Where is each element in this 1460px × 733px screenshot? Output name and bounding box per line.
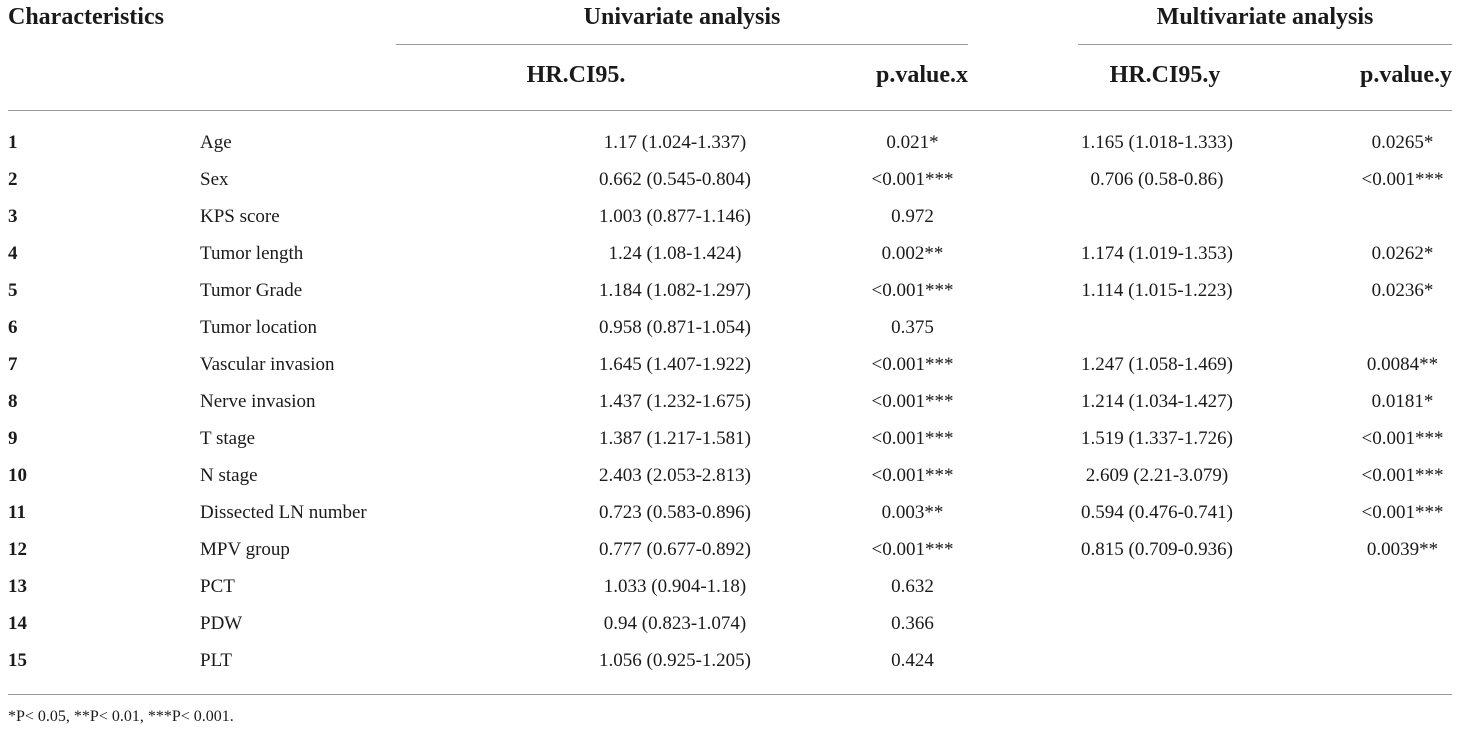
- table-row: [0, 309, 1460, 346]
- row-p-univariate: 0.002**: [881, 243, 944, 264]
- row-p-multivariate: 0.0181*: [1371, 391, 1434, 412]
- row-p-univariate: <0.001***: [871, 539, 954, 560]
- header-hr-multivariate: HR.CI95.y: [1109, 62, 1221, 88]
- row-variable: KPS score: [200, 206, 280, 227]
- table-row: [0, 383, 1460, 420]
- header-p-univariate: p.value.x: [875, 62, 968, 88]
- row-p-multivariate: 0.0084**: [1366, 354, 1439, 375]
- table-row: [0, 420, 1460, 457]
- row-number: 15: [8, 650, 27, 671]
- row-hr-multivariate: 1.519 (1.337-1.726): [1081, 428, 1233, 449]
- row-number: 8: [8, 391, 18, 412]
- row-hr-multivariate: 1.174 (1.019-1.353): [1081, 243, 1233, 264]
- table-row: [0, 531, 1460, 568]
- header-bottom-rule: [8, 110, 1452, 111]
- row-hr-multivariate: 0.706 (0.58-0.86): [1090, 169, 1224, 190]
- row-hr-univariate: 0.777 (0.677-0.892): [599, 539, 751, 560]
- row-number: 2: [8, 169, 18, 190]
- table-bottom-rule: [8, 694, 1452, 695]
- table-row: [0, 605, 1460, 642]
- row-variable: Tumor length: [200, 243, 304, 264]
- row-p-univariate: <0.001***: [871, 169, 954, 190]
- row-p-univariate: 0.021*: [886, 132, 939, 153]
- row-p-multivariate: <0.001***: [1361, 428, 1444, 449]
- row-p-univariate: 0.366: [891, 613, 934, 634]
- row-variable: MPV group: [200, 539, 290, 560]
- row-number: 5: [8, 280, 18, 301]
- row-hr-univariate: 0.958 (0.871-1.054): [599, 317, 751, 338]
- row-hr-multivariate: 2.609 (2.21-3.079): [1085, 465, 1229, 486]
- table-row: [0, 161, 1460, 198]
- table-row: [0, 457, 1460, 494]
- row-p-multivariate: 0.0236*: [1371, 280, 1434, 301]
- row-p-univariate: <0.001***: [871, 280, 954, 301]
- row-number: 10: [8, 465, 27, 486]
- header-p-multivariate: p.value.y: [1359, 62, 1452, 88]
- row-hr-univariate: 1.056 (0.925-1.205): [599, 650, 751, 671]
- table-row: [0, 198, 1460, 235]
- row-p-multivariate: <0.001***: [1361, 169, 1444, 190]
- header-hr-univariate: HR.CI95.: [526, 62, 626, 88]
- table-row: [0, 235, 1460, 272]
- row-number: 3: [8, 206, 18, 227]
- row-number: 13: [8, 576, 27, 597]
- row-hr-multivariate: 1.165 (1.018-1.333): [1081, 132, 1233, 153]
- table-row: [0, 124, 1460, 161]
- row-hr-univariate: 1.17 (1.024-1.337): [603, 132, 747, 153]
- header-univariate: Univariate analysis: [583, 4, 781, 30]
- row-p-univariate: <0.001***: [871, 391, 954, 412]
- table-row: [0, 494, 1460, 531]
- row-hr-univariate: 1.24 (1.08-1.424): [608, 243, 742, 264]
- row-hr-univariate: 2.403 (2.053-2.813): [599, 465, 751, 486]
- row-hr-multivariate: 1.114 (1.015-1.223): [1081, 280, 1233, 301]
- row-number: 6: [8, 317, 18, 338]
- row-variable: Sex: [200, 169, 229, 190]
- row-hr-univariate: 1.003 (0.877-1.146): [599, 206, 751, 227]
- row-number: 12: [8, 539, 27, 560]
- row-p-univariate: 0.003**: [881, 502, 944, 523]
- row-variable: Nerve invasion: [200, 391, 316, 412]
- row-hr-univariate: 1.184 (1.082-1.297): [599, 280, 751, 301]
- row-p-multivariate: 0.0265*: [1371, 132, 1434, 153]
- row-number: 7: [8, 354, 18, 375]
- row-p-multivariate: 0.0039**: [1366, 539, 1439, 560]
- row-p-univariate: 0.632: [891, 576, 934, 597]
- row-p-univariate: 0.375: [891, 317, 934, 338]
- footnote: *P< 0.05, **P< 0.01, ***P< 0.001.: [8, 708, 234, 725]
- row-p-multivariate: 0.0262*: [1371, 243, 1434, 264]
- univariate-rule: [396, 44, 968, 45]
- row-variable: N stage: [200, 465, 258, 486]
- row-p-univariate: 0.972: [891, 206, 934, 227]
- row-p-univariate: 0.424: [891, 650, 934, 671]
- row-hr-multivariate: 1.247 (1.058-1.469): [1081, 354, 1233, 375]
- row-variable: Tumor Grade: [200, 280, 303, 301]
- table-row: [0, 346, 1460, 383]
- row-number: 11: [8, 502, 26, 523]
- row-p-multivariate: <0.001***: [1361, 502, 1444, 523]
- row-hr-univariate: 0.662 (0.545-0.804): [599, 169, 751, 190]
- row-number: 9: [8, 428, 18, 449]
- row-hr-univariate: 1.033 (0.904-1.18): [603, 576, 747, 597]
- row-variable: Tumor location: [200, 317, 317, 338]
- table-row: [0, 642, 1460, 679]
- header-characteristics: Characteristics: [8, 4, 164, 30]
- row-variable: T stage: [200, 428, 256, 449]
- row-hr-univariate: 1.645 (1.407-1.922): [599, 354, 751, 375]
- row-hr-univariate: 1.437 (1.232-1.675): [599, 391, 751, 412]
- row-hr-univariate: 0.94 (0.823-1.074): [603, 613, 747, 634]
- row-p-univariate: <0.001***: [871, 428, 954, 449]
- row-variable: Dissected LN number: [200, 502, 367, 523]
- multivariate-rule: [1078, 44, 1452, 45]
- row-p-univariate: <0.001***: [871, 354, 954, 375]
- row-variable: PLT: [200, 650, 233, 671]
- row-number: 14: [8, 613, 27, 634]
- row-number: 1: [8, 132, 18, 153]
- row-variable: Vascular invasion: [200, 354, 335, 375]
- row-number: 4: [8, 243, 18, 264]
- table-row: [0, 568, 1460, 605]
- row-p-multivariate: <0.001***: [1361, 465, 1444, 486]
- row-hr-multivariate: 0.594 (0.476-0.741): [1081, 502, 1233, 523]
- row-variable: Age: [200, 132, 232, 153]
- row-hr-multivariate: 1.214 (1.034-1.427): [1081, 391, 1233, 412]
- table-row: [0, 272, 1460, 309]
- row-variable: PDW: [200, 613, 243, 634]
- header-multivariate: Multivariate analysis: [1156, 4, 1374, 30]
- row-p-univariate: <0.001***: [871, 465, 954, 486]
- row-hr-multivariate: 0.815 (0.709-0.936): [1081, 539, 1233, 560]
- row-hr-univariate: 1.387 (1.217-1.581): [599, 428, 751, 449]
- row-variable: PCT: [200, 576, 235, 597]
- row-hr-univariate: 0.723 (0.583-0.896): [599, 502, 751, 523]
